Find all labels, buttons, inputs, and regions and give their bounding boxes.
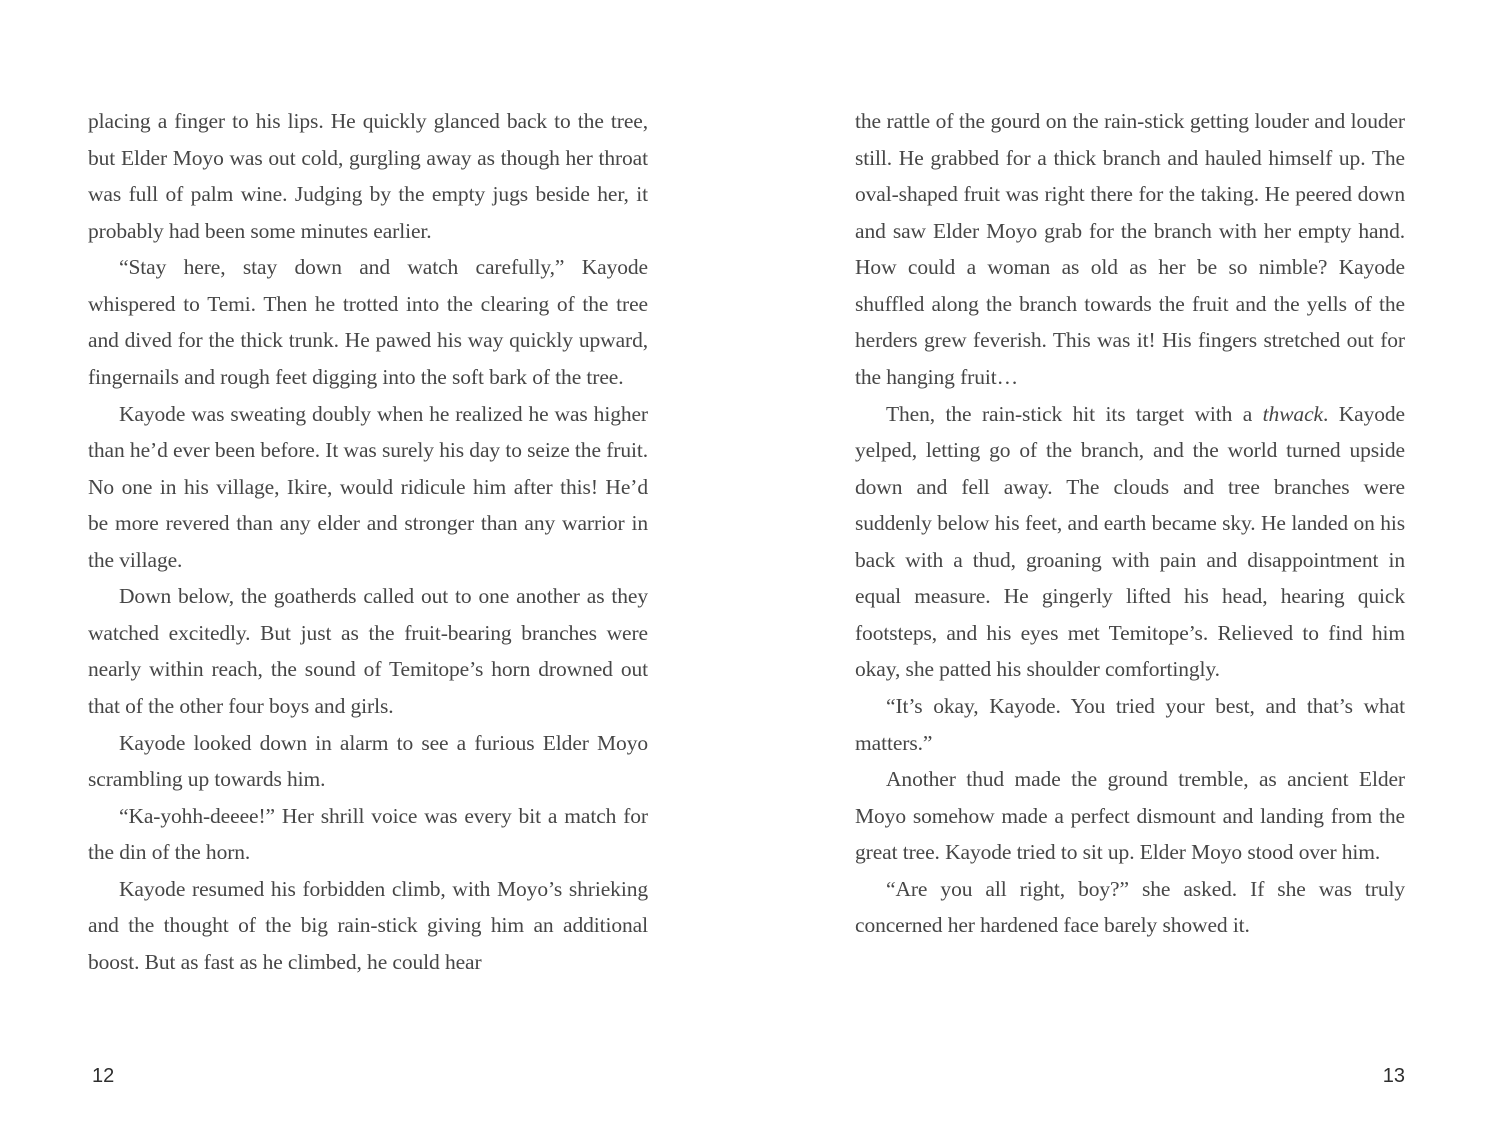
text-run: “Are you all right, boy?” she asked. If she was truly concerned her hardened face barely showed it. [855,876,1405,938]
page-right [750,0,1500,1143]
text-run: Another thud made the ground tremble, as ancient Elder Moyo somehow made a perfect dismount and landing from the great tree. Kayode tried to sit up. Elder Moyo stood over him. [855,767,1405,865]
right-page-text [855,103,1405,944]
text-run: Kayode was sweating doubly when he realized he was higher than he’d ever been before. It was surely his day to seize the fruit. No one in his village, Ikire, would ridicule him after this! He’d be more revered than any elder and stronger than any warrior in the village. [88,401,648,572]
text-run: Kayode resumed his forbidden climb, with Moyo’s shrieking and the thought of the big rain-stick giving him an additional boost. But as fast as he climbed, he could hear [88,876,648,974]
text-run: Then, the rain-stick hit its target with a [886,401,1263,426]
paragraph [88,578,648,724]
paragraph [855,396,1405,689]
left-page-text [88,103,648,981]
paragraph [855,688,1405,761]
text-run: . Kayode yelped, letting go of the branch, and the world turned upside down and fell away. The clouds and tree branches were suddenly below his feet, and earth became sky. He landed on his back with a thud, groaning with pain and disappointment in equal measure. He gingerly lifted his head, hearing quick footsteps, and his eyes met Temitope’s. Relieved to find him okay, she patted his shoulder comfortingly. [855,401,1405,682]
text-run: “Ka-yohh-deeee!” Her shrill voice was every bit a match for the din of the horn. [88,803,648,865]
text-run: placing a finger to his lips. He quickly glanced back to the tree, but Elder Moyo was out cold, gurgling away as though her throat was full of palm wine. Judging by the empty jugs beside her, it probably had been some minutes earlier. [88,109,648,243]
paragraph [88,725,648,798]
paragraph [855,761,1405,871]
text-run: Kayode looked down in alarm to see a furious Elder Moyo scrambling up towards him. [88,730,648,792]
text-run: the rattle of the gourd on the rain-stick getting louder and louder still. He grabbed for a thick branch and hauled himself up. The oval-shaped fruit was right there for the taking. He peered down and saw Elder Moyo grab for the branch with her empty hand. How could a woman as old as her be so nimble? Kayode shuffled along the branch towards the fruit and the yells of the herders grew feverish. This was it! His fingers stretched out for the hanging fruit… [855,109,1405,389]
text-run: “It’s okay, Kayode. You tried your best, and that’s what matters.” [855,694,1405,755]
paragraph [855,871,1405,944]
text-run: Down below, the goatherds called out to one another as they watched excitedly. But just as the fruit-bearing branches were nearly within reach, the sound of Temitope’s horn drowned out that of the other four boys and girls. [88,584,648,718]
paragraph [855,103,1405,396]
paragraph [88,798,648,871]
paragraph [88,249,648,395]
paragraph [88,396,648,579]
paragraph [88,871,648,981]
left-page-number: 12 [92,1065,115,1087]
paragraph [88,103,648,249]
text-run: “Stay here, stay down and watch carefully,” Kayode whispered to Temi. Then he trotted into the clearing of the tree and dived for the thick trunk. He pawed his way quickly upward, fingernails and rough feet digging into the soft bark of the tree. [88,255,648,389]
right-page-number: 13 [1382,1065,1405,1087]
italic-text-run: thwack [1262,401,1323,426]
